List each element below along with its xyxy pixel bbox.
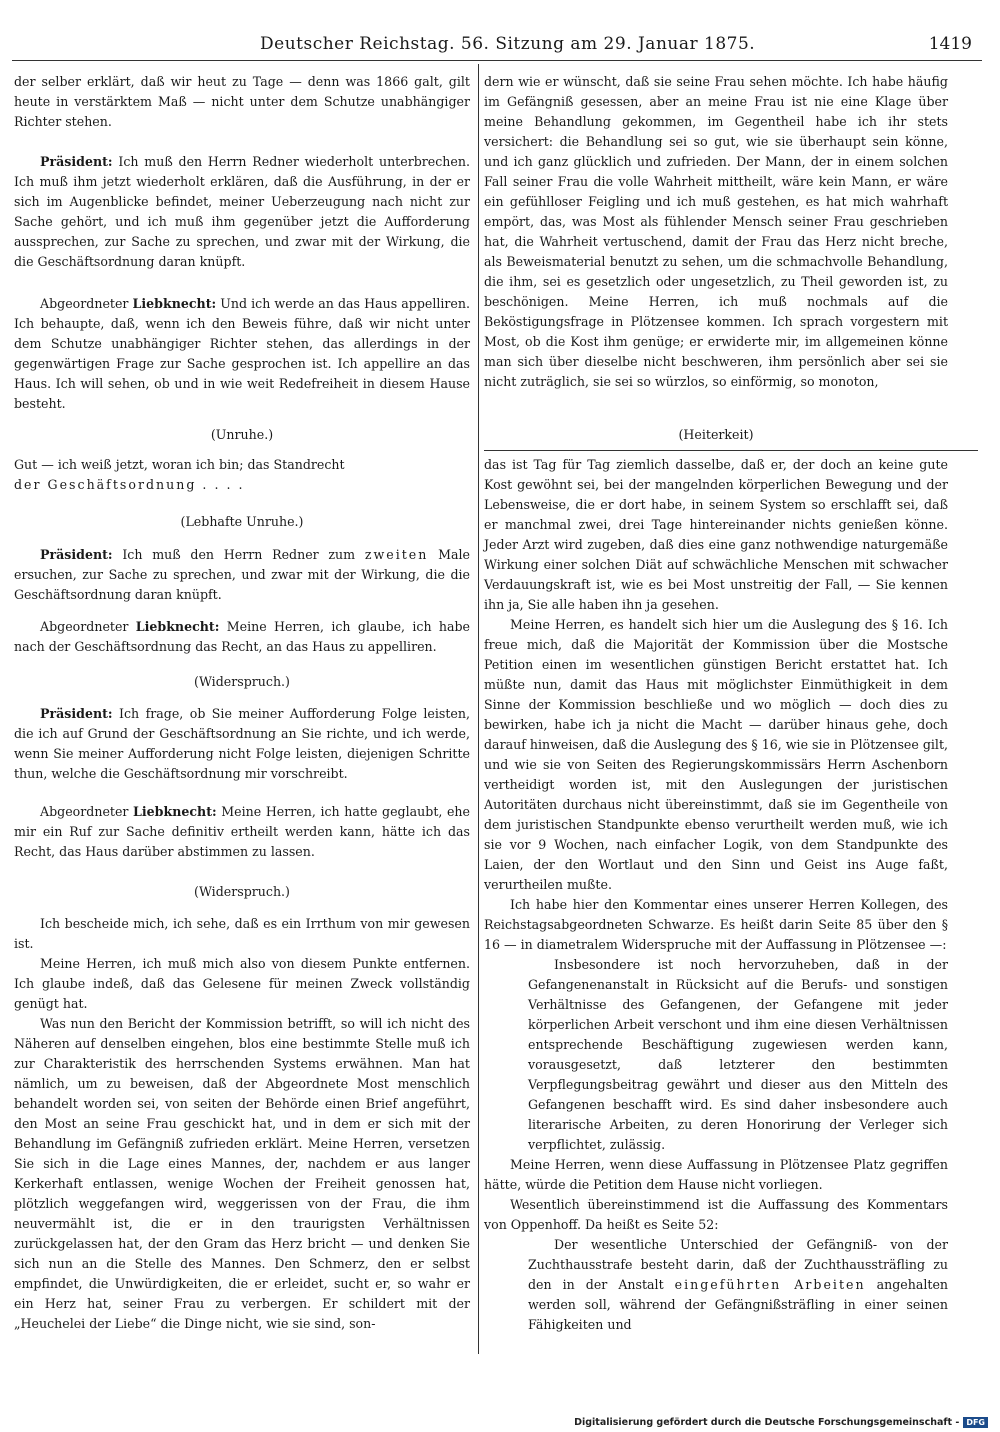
interjection: (Unruhe.)	[210, 427, 274, 442]
speaker-name: Präsident:	[40, 547, 113, 562]
paragraph: Was nun den Bericht der Kommission betrifft, so will ich nicht des Näheren auf denselben eingehen, blos eine bestimmte Stelle muß ich zur Charakteristik des herrschenden Systems erwähnen. Man hat nämlich, um zu beweisen, daß der Abgeordnete Most menschlich behandelt worden sei, von seiten der Behörde einen Brief angeführt, den Most an seine Frau geschickt hat, und in dem er sich mit der Behandlung im Gefängniß zufrieden erklärt. Meine Herren, versetzen Sie sich in die Lage eines Mannes, der, nachdem er aus langer Kerkerhaft entlassen, wenige Wochen der Freiheit genossen hat, plötzlich weggefangen wird, weggerissen von der Frau, die ihm neuvermählt ist, die er in den traurigsten Verhältnissen zurückgelassen hat, der den Gram das Herz bricht — und denken Sie sich nun an die Stelle des Mannes. Den Schmerz, den er selbst empfindet, die Unwürdigkeiten, die er erleidet, sucht er, so wahr er ein Herz hat, seiner Frau zu verbergen. Er schildert mit der „Heuchelei der Liebe“ die Dinge nicht, wie sie sind, son-	[14, 1016, 470, 1331]
interjection: (Widerspruch.)	[194, 674, 290, 689]
footer-text: Digitalisierung gefördert durch die Deutsche Forschungsgemeinschaft -	[574, 1417, 960, 1428]
paragraph: Ich habe hier den Kommentar eines unserer Herren Kollegen, des Reichstagsabgeordneten Schwarze. Es heißt darin Seite 85 über den § 16 — in diametralem Widerspruche mit der Auffassung in Plötzensee —:	[484, 897, 948, 952]
paragraph: das ist Tag für Tag ziemlich dasselbe, daß er, der doch an keine gute Kost gewöhnt sei, bei der mangelnden körperlichen Bewegung und der Lebensweise, die er dort habe, in seinem System so erschlafft sei, daß er manchmal zwei, drei Tage hintereinander nichts genießen könne. Jeder Arzt wird zugeben, daß dies eine ganz nothwendige naturgemäße Wirkung einer solchen Diät auf schwächliche Menschen mit schwacher Verdauungskraft ist, wie es bei Most unstreitig der Fall, — Sie kennen ihn ja, Sie alle haben ihn ja gesehen.	[484, 457, 948, 612]
paragraph: Meine Herren, es handelt sich hier um die Auslegung des § 16. Ich freue mich, daß die Majorität der Kommission über die Mostsche Petition einen im wesentlichen günstigen Bericht erstattet hat. Ich müßte nun, damit das Haus mit möglichster Einmüthigkeit in dem Sinne der Kommission beschließe und wo möglich — doch dies zu bewirken, habe ich ja nicht die Macht — darüber hinaus gehe, doch darauf hinweisen, daß die Auslegung des § 16, wie sie in Plötzensee gilt, und wie sie von Seiten des Regierungskommissärs Herrn Aschenborn vertheidigt worden ist, mit den Auslegungen der juristischen Autoritäten durchaus nicht übereinstimmt, daß sie im Gegentheile von dem juristischen Standpunkte ebenso verurtheilt werden muß, wie ich sie vor 9 Wochen, nach einfacher Logik, von dem Standpunkte des Laien, der den Wortlaut und den Sinn und Geist ins Auge faßt, verurtheilen mußte.	[484, 617, 949, 892]
paragraph: Meine Herren, wenn diese Auffassung in Plötzensee Platz gegriffen hätte, würde die Petition dem Hause nicht vorliegen.	[484, 1157, 948, 1192]
interjection: (Lebhafte Unruhe.)	[180, 514, 304, 529]
block-quote: Insbesondere ist noch hervorzuheben, daß in der Gefangenenanstalt in Rücksicht auf die Berufs- und sonstigen Verhältnisse des Gefangenen, der Gefangene mit jeder körperlichen Arbeit verschont und ihm eine diesen Verhältnissen entsprechende Beschäftigung zugewiesen werden kann, vorausgesetzt, daß letzterer den bestimmten Verpflegungsbeitrag gewährt und dieser aus den Mitteln des Gefangenen beschafft wird. Es sind daher insbesondere auch literarische Arbeiten, zu deren Honorirung der Verleger sich verpflichtet, zulässig.	[528, 957, 948, 1152]
paragraph: der selber erklärt, daß wir heut zu Tage — denn was 1866 galt, gilt heute in verstärktem Maß — nicht unter dem Schutze unabhängiger Richter stehen.	[14, 74, 470, 129]
running-title: Deutscher Reichstag. 56. Sitzung am 29. Januar 1875.	[260, 34, 756, 54]
page-header	[12, 34, 982, 56]
paragraph-liebknecht: Abgeordneter Liebknecht: Und ich werde an das Haus appelliren. Ich behaupte, daß, wenn ich den Beweis führe, daß wir nicht unter dem Schutze unabhängiger Richter stehen, das allerdings in der gegenwärtigen Frage zur Sache gesprochen ist. Ich appellire an das Haus. Ich will sehen, ob und in wie weit Redefreiheit in diesem Hause besteht.	[14, 296, 471, 411]
page-number: 1419	[928, 34, 972, 54]
section-rule	[484, 450, 978, 451]
interjection: (Widerspruch.)	[194, 884, 290, 899]
interjection: (Heiterkeit)	[678, 427, 754, 442]
paragraph: Gut — ich weiß jetzt, woran ich bin; das Standrecht der Geschäftsordnung . . . .	[14, 457, 345, 492]
paragraph: Meine Herren, ich muß mich also von diesem Punkte entfernen. Ich glaube indeß, daß das Gelesene für meinen Zweck vollständig genügt hat.	[14, 956, 470, 1011]
speaker-name: Präsident:	[40, 706, 113, 721]
paragraph: dern wie er wünscht, daß sie seine Frau sehen möchte. Ich habe häufig im Gefängniß gesessen, aber an meine Frau ist nie eine Klage über meine Behandlung gekommen, im Gegentheil habe ich ihr stets versichert: die Behandlung sei so gut, wie sie überhaupt sein könne, und ich ganz glücklich und zufrieden. Der Mann, der in einem solchen Fall seiner Frau die volle Wahrheit mittheilt, wäre kein Mann, er wäre ein gefühlloser Feigling und ich muß gestehen, es hat mich wahrhaft empört, das, was Most als fühlender Mensch seiner Frau geschrieben hat, die Wahrheit vertuschend, damit der Frau das Herz nicht breche, als Beweismaterial benutzt zu sehen, um die schmachvolle Behandlung, die ihm, sei es gesetzlich oder ungesetzlich, zu Theil geworden ist, zu beschönigen. Meine Herren, ich muß nochmals auf die Beköstigungsfrage in Plötzensee kommen. Ich sprach vorgestern mit Most, ob die Kost ihm genüge; er erwiderte mir, im allgemeinen könne man sich über dieselbe nicht beschweren, ihm persönlich aber sei sie nicht zuträglich, sie sei so würzlos, so einförmig, so monoton,	[484, 74, 948, 389]
speaker-name: Präsident:	[40, 154, 113, 169]
speaker-name: Liebknecht:	[135, 619, 220, 634]
paragraph-president: Präsident: Ich muß den Herrn Redner wiederholt unterbrechen. Ich muß ihm jetzt wiederholt erklären, daß die Ausführung, in der er sich im Augenblicke befindet, meiner Ueberzeugung nach nicht zur Sache gehört, und ich muß ihm gegenüber jetzt die Aufforderung aussprechen, zur Sache zu sprechen, und zwar mit der Wirkung, die die Geschäftsordnung daran knüpft.	[14, 154, 470, 269]
paragraph: Ich bescheide mich, ich sehe, daß es ein Irrthum von mir gewesen ist.	[14, 916, 470, 951]
block-quote: Der wesentliche Unterschied der Gefängniß- von der Zuchthausstrafe besteht darin, daß der Zuchthaussträfling zu den in der Anstalt eingeführten Arbeiten angehalten werden soll, während der Gefängnißsträfling in einer seinen Fähigkeiten und	[528, 1237, 949, 1332]
speaker-name: Liebknecht:	[133, 804, 217, 819]
footer-credit	[574, 1417, 988, 1428]
paragraph-president: Präsident: Ich muß den Herrn Redner zum zweiten Male ersuchen, zur Sache zu sprechen, und zwar mit der Wirkung, die die Geschäftsordnung daran knüpft.	[14, 547, 470, 602]
paragraph: Wesentlich übereinstimmend ist die Auffassung des Kommentars von Oppenhoff. Da heißt es Seite 52:	[484, 1197, 948, 1232]
header-rule	[12, 60, 982, 61]
column-divider	[478, 64, 479, 1354]
paragraph-president: Präsident: Ich frage, ob Sie meiner Aufforderung Folge leisten, die ich auf Grund der Geschäftsordnung an Sie richte, und ich werde, wenn Sie meiner Aufforderung nicht Folge leisten, diejenigen Schritte thun, welche die Geschäftsordnung mir vorschreibt.	[14, 706, 470, 781]
paragraph-liebknecht: Abgeordneter Liebknecht: Meine Herren, ich hatte geglaubt, ehe mir ein Ruf zur Sache definitiv ertheilt werden kann, hätte ich das Recht, das Haus darüber abstimmen zu lassen.	[14, 804, 470, 859]
dfg-logo: DFG	[963, 1417, 988, 1428]
paragraph-liebknecht: Abgeordneter Liebknecht: Meine Herren, ich glaube, ich habe nach der Geschäftsordnung das Recht, an das Haus zu appelliren.	[14, 619, 471, 654]
speaker-name: Liebknecht:	[132, 296, 217, 311]
